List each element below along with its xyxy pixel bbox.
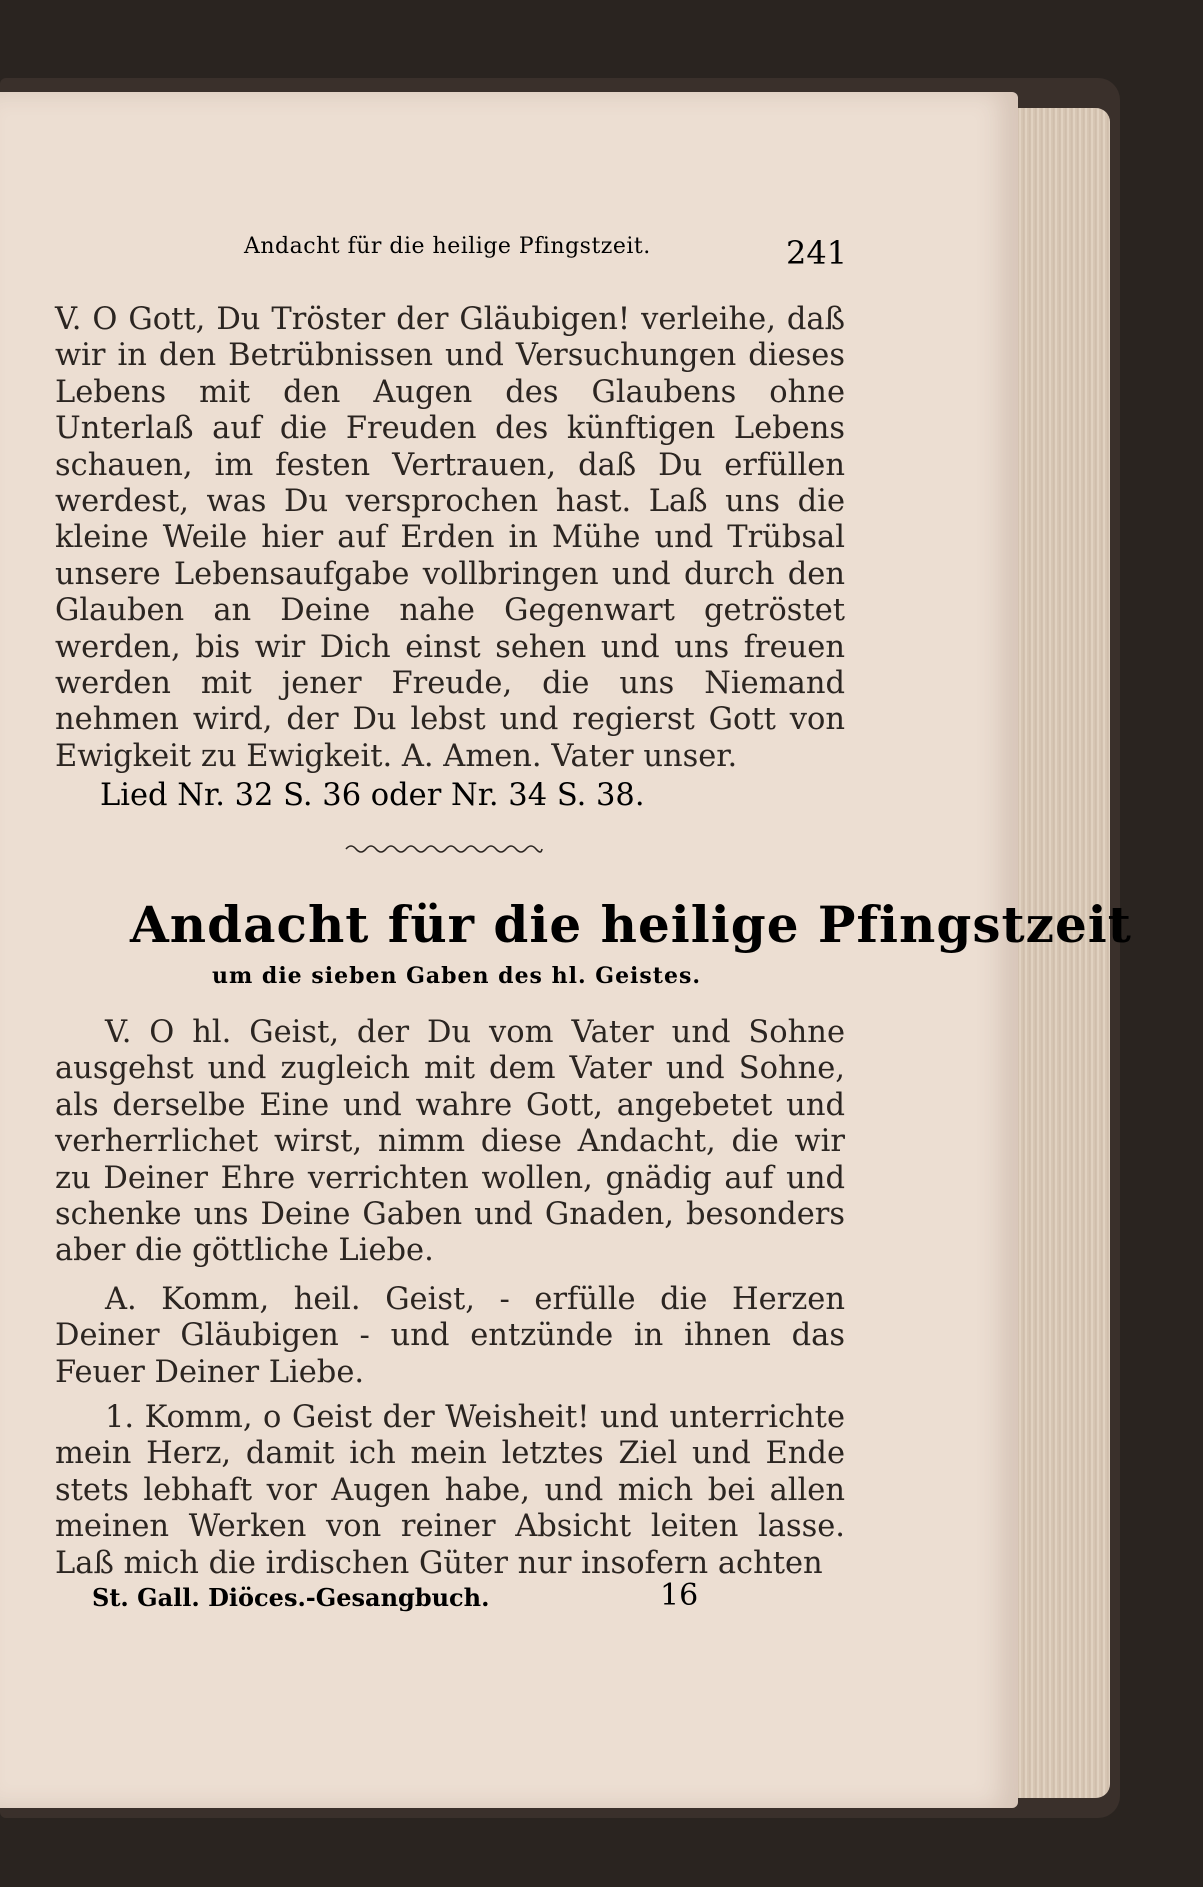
page-number: 241 [786,234,848,272]
running-head: Andacht für die heilige Pfingstzeit. [244,234,651,259]
section-subtitle: um die sieben Gaben des hl. Geistes. [212,963,702,989]
paragraph-item-1: 1. Komm, o Geist der Weisheit! und unterrichte mein Herz, damit ich mein letztes Ziel und Ende stets lebhaft vor Augen habe, und mich bei allen meinen Werken von reiner Absicht leiten lasse. Laß mich die irdischen Güter nur insofern achten [55,1400,845,1581]
hymn-reference: Lied Nr. 32 S. 36 oder Nr. 34 S. 38. [100,778,645,813]
paragraph-prayer-1: V. O Gott, Du Tröster der Gläubigen! verleihe, daß wir in den Betrübnissen und Versuchungen dieses Lebens mit den Augen des Glaubens ohne Unterlaß auf die Freuden des künftigen Lebens schauen, im festen Vertrauen, daß Du erfüllen werdest, was Du versprochen hast. Laß uns die kleine Weile hier auf Erden in Mühe und Trübsal unsere Lebensaufgabe vollbringen und durch den Glauben an Deine nahe Gegenwart getröstet werden, bis wir Dich einst sehen und uns freuen werden mit jener Freude, die uns Niemand nehmen wird, der Du lebst und regierst Gott von Ewigkeit zu Ewigkeit. A. Amen. Vater unser. [55,302,845,774]
paragraph-response: A. Komm, heil. Geist, - erfülle die Herzen Deiner Gläubigen - und entzünde in ihnen das Feuer Deiner Liebe. [55,1282,845,1390]
section-title: Andacht für die heilige Pfingstzeit [130,895,1132,954]
sheet-number: 16 [660,1578,699,1613]
ornament-divider [344,840,544,858]
printer-signature: St. Gall. Diöces.-Gesangbuch. [92,1583,490,1612]
paragraph-prayer-2: V. O hl. Geist, der Du vom Vater und Sohne ausgehst und zugleich mit dem Vater und Sohne, als derselbe Eine und wahre Gott, angebetet und verherrlichet wirst, nimm diese Andacht, die wir zu Deiner Ehre verrichten wollen, gnädig auf und schenke uns Deine Gaben und Gnaden, besonders aber die göttliche Liebe. [55,1015,845,1269]
